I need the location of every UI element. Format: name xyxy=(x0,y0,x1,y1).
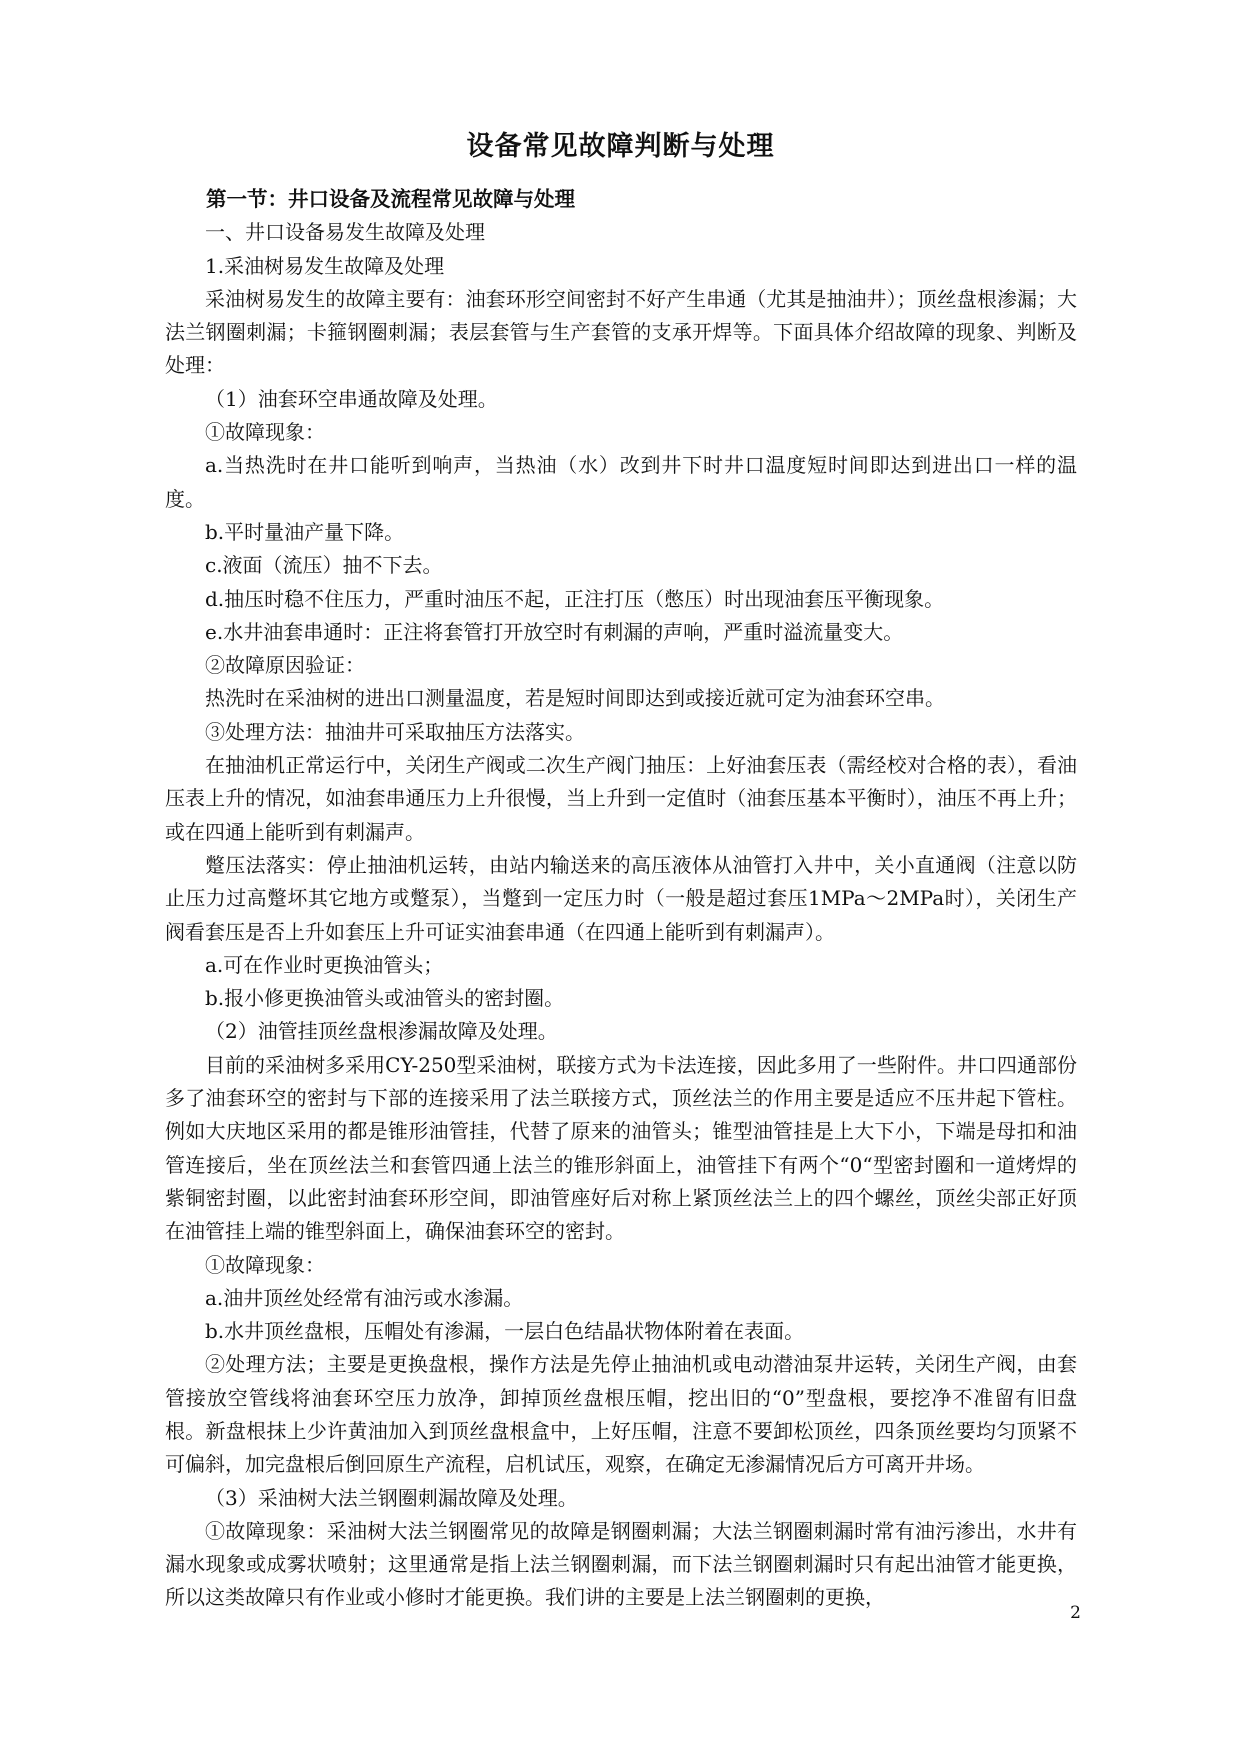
paragraph: a.油井顶丝处经常有油污或水渗漏。 xyxy=(205,1285,524,1310)
paragraph: ②处理方法；主要是更换盘根，操作方法是先停止抽油机或电动潜油泵井运转，关闭生产阀，由套管接放空管线将油套环空压力放净，卸掉顶丝盘根压帽，挖出旧的“0”型盘根，要挖净不准留有旧盘根。新盘根抹上少许黄油加入到顶丝盘根盒中，上好压帽，注意不要卸松顶丝，四条顶丝要均匀顶紧不可偏斜，加完盘根后倒回原生产流程，启机试压，观察，在确定无渗漏情况后方可离开井场。 xyxy=(165,1352,1077,1477)
paragraph: c.液面（流压）抽不下去。 xyxy=(205,553,443,578)
document-title: 设备常见故障判断与处理 xyxy=(466,131,775,162)
paragraph: 目前的采油树多采用CY-250型采油树，联接方式为卡法连接，因此多用了一些附件。井口四通部份多了油套环空的密封与下部的连接采用了法兰联接方式，顶丝法兰的作用主要是适应不压井起下管柱。例如大庆地区采用的都是锥形油管挂，代替了原来的油管头；锥型油管挂是上大下小，下端是母扣和油管连接后，坐在顶丝法兰和套管四通上法兰的锥形斜面上，油管挂下有两个“0“型密封圈和一道烤焊的紫铜密封圈，以此密封油套环形空间，即油管座好后对称上紧顶丝法兰上的四个螺丝，顶丝尖部正好顶在油管挂上端的锥型斜面上，确保油套环空的密封。 xyxy=(165,1052,1077,1244)
paragraph: （2）油管挂顶丝盘根渗漏故障及处理。 xyxy=(205,1019,558,1044)
paragraph: b.水井顶丝盘根，压帽处有渗漏，一层白色结晶状物体附着在表面。 xyxy=(205,1319,805,1344)
paragraph: ①故障现象：采油树大法兰钢圈常见的故障是钢圈刺漏；大法兰钢圈刺漏时常有油污渗出，水井有漏水现象或成雾状喷射；这里通常是指上法兰钢圈刺漏，而下法兰钢圈刺漏时只有起出油管才能更换，所以这类故障只有作业或小修时才能更换。我们讲的主要是上法兰钢圈刺的更换， xyxy=(165,1518,1077,1610)
paragraph: 热洗时在采油树的进出口测量温度，若是短时间即达到或接近就可定为油套环空串。 xyxy=(205,686,945,711)
document-body xyxy=(165,183,1077,1615)
paragraph: （1）油套环空串通故障及处理。 xyxy=(205,386,498,411)
paragraph: ③处理方法：抽油井可采取抽压方法落实。 xyxy=(205,719,585,744)
paragraph: ②故障原因验证： xyxy=(205,653,365,678)
page-number: 2 xyxy=(1070,1603,1081,1623)
paragraph: ①故障现象： xyxy=(205,1252,325,1277)
paragraph: ①故障现象： xyxy=(205,420,325,445)
paragraph: e.水井油套串通时：正注将套管打开放空时有刺漏的声响，严重时溢流量变大。 xyxy=(205,619,904,644)
paragraph: b.平时量油产量下降。 xyxy=(205,519,405,544)
paragraph: 一、井口设备易发生故障及处理 xyxy=(205,220,485,245)
paragraph: 1.采油树易发生故障及处理 xyxy=(205,253,445,278)
paragraph: 采油树易发生的故障主要有：油套环形空间密封不好产生串通（尤其是抽油井）；顶丝盘根渗漏；大法兰钢圈刺漏；卡箍钢圈刺漏；表层套管与生产套管的支承开焊等。下面具体介绍故障的现象、判断及处理： xyxy=(165,286,1077,378)
paragraph: d.抽压时稳不住压力，严重时油压不起，正注打压（憋压）时出现油套压平衡现象。 xyxy=(205,586,945,611)
paragraph: 在抽油机正常运行中，关闭生产阀或二次生产阀门抽压：上好油套压表（需经校对合格的表），看油压表上升的情况，如油套串通压力上升很慢，当上升到一定值时（油套压基本平衡时），油压不再上升；或在四通上能听到有刺漏声。 xyxy=(165,753,1077,844)
section-heading: 第一节：井口设备及流程常见故障与处理 xyxy=(206,187,575,211)
paragraph: a.可在作业时更换油管头； xyxy=(205,952,444,977)
paragraph: a.当热洗时在井口能听到响声，当热油（水）改到井下时井口温度短时间即达到进出口一样的温度。 xyxy=(165,453,1077,511)
paragraph: 蹩压法落实：停止抽油机运转，由站内输送来的高压液体从油管打入井中，关小直通阀（注意以防止压力过高蹩坏其它地方或蹩泵），当蹩到一定压力时（一般是超过套压1MPa～2MPa时），关闭生产阀看套压是否上升如套压上升可证实油套串通（在四通上能听到有刺漏声）。 xyxy=(165,852,1077,944)
paragraph: （3）采油树大法兰钢圈刺漏故障及处理。 xyxy=(205,1485,578,1510)
paragraph: b.报小修更换油管头或油管头的密封圈。 xyxy=(205,986,565,1011)
